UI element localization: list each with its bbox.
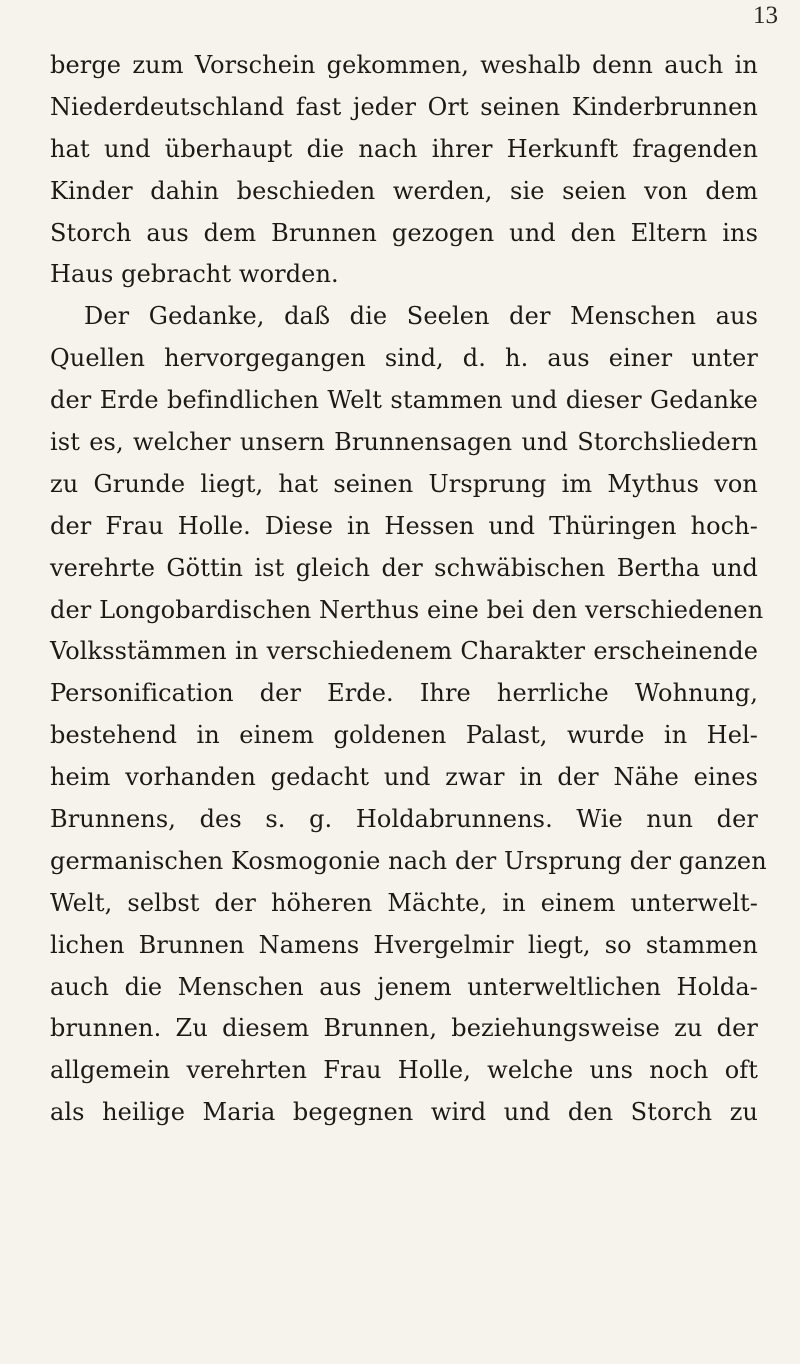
text-line: zu Grunde liegt, hat seinen Ursprung im Mythus von bbox=[50, 469, 758, 498]
text-line: allgemein verehrten Frau Holle, welche uns noch oft bbox=[50, 1056, 758, 1085]
text-line: Quellen hervorgegangen sind, d. h. aus einer unter bbox=[50, 344, 758, 373]
text-line: der Longobardischen Nerthus eine bei den verschiedenen bbox=[50, 595, 764, 624]
text-line: germanischen Kosmogonie nach der Ursprung der ganzen bbox=[50, 846, 767, 875]
text-line: verehrte Göttin ist gleich der schwäbischen Bertha und bbox=[50, 553, 758, 582]
text-line: als heilige Maria begegnen wird und den Storch zu bbox=[50, 1098, 758, 1127]
text-line: ist es, welcher unsern Brunnensagen und Storchsliedern bbox=[50, 428, 758, 457]
text-line: bestehend in einem goldenen Palast, wurde in Hel- bbox=[50, 721, 758, 750]
text-line: Personification der Erde. Ihre herrliche Wohnung, bbox=[50, 679, 758, 708]
text-line: auch die Menschen aus jenem unterweltlichen Holda- bbox=[50, 972, 758, 1001]
paragraph bbox=[50, 296, 767, 1134]
text-line: Der Gedanke, daß die Seelen der Menschen aus bbox=[84, 302, 758, 331]
text-line: hat und überhaupt die nach ihrer Herkunft fragenden bbox=[50, 134, 758, 163]
text-line: Haus gebracht worden. bbox=[50, 260, 339, 289]
text-line: Volksstämmen in verschiedenem Charakter erscheinende bbox=[50, 637, 758, 666]
text-line: heim vorhanden gedacht und zwar in der Nähe eines bbox=[50, 763, 758, 792]
text-line: Niederdeutschland fast jeder Ort seinen Kinderbrunnen bbox=[50, 92, 758, 121]
text-line: der Frau Holle. Diese in Hessen und Thüringen hoch- bbox=[50, 511, 758, 540]
text-line: lichen Brunnen Namens Hvergelmir liegt, so stammen bbox=[50, 930, 758, 959]
text-line: berge zum Vorschein gekommen, weshalb denn auch in bbox=[50, 51, 758, 79]
text-line: Brunnens, des s. g. Holdabrunnens. Wie nun der bbox=[50, 805, 758, 834]
text-line: brunnen. Zu diesem Brunnen, beziehungsweise zu der bbox=[50, 1014, 758, 1043]
body-text bbox=[50, 45, 767, 1134]
text-line: der Erde befindlichen Welt stammen und dieser Gedanke bbox=[50, 386, 758, 415]
text-line: Welt, selbst der höheren Mächte, in einem unterwelt- bbox=[50, 888, 758, 917]
text-line: Kinder dahin beschieden werden, sie seien von dem bbox=[50, 176, 758, 205]
text-line: Storch aus dem Brunnen gezogen und den Eltern ins bbox=[50, 218, 758, 247]
paragraph bbox=[50, 45, 758, 296]
page-number: 13 bbox=[753, 2, 778, 29]
